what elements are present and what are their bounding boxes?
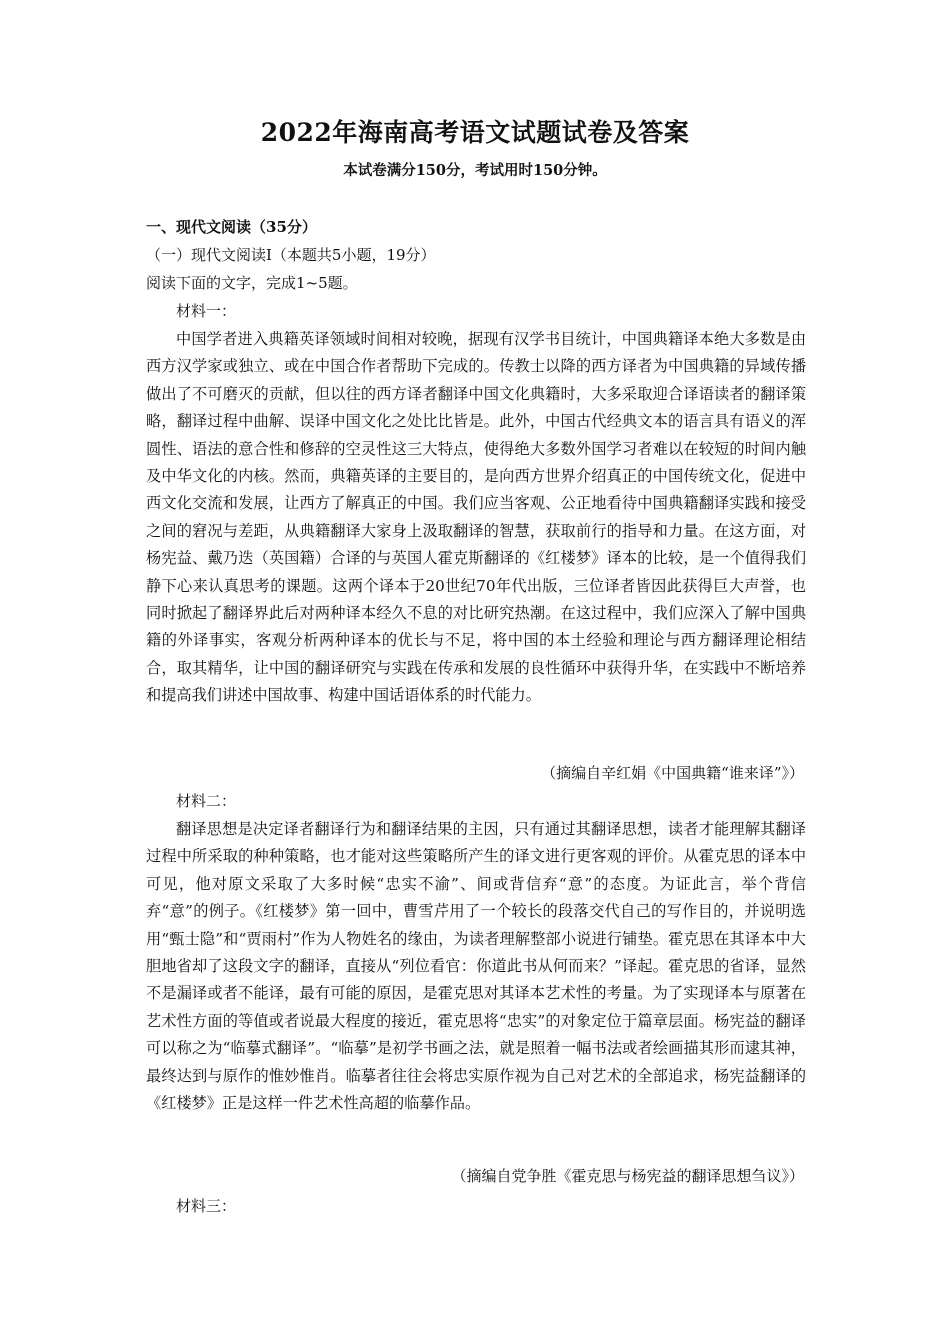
page-title: 2022年海南高考语文试题试卷及答案 [260,118,690,147]
material2-paragraph: 翻译思想是决定译者翻译行为和翻译结果的主因，只有通过其翻译思想，读者才能理解其翻译过程中所采取的种种策略，也才能对这些策略所产生的译文进行更客观的评价。从霍克思的译本中可见，他对原文采取了大多时候“忠实不渝”、间或背信弃“意”的态度。为证此言，举个背信弃“意”的例子。《红楼梦》第一回中，曹雪芹用了一个较长的段落交代自己的写作目的，并说明选用“甄士隐”和“贾雨村”作为人物姓名的缘由，为读者理解整部小说进行铺垫。霍克思在其译本中大胆地省却了这段文字的翻译，直接从“列位看官：你道此书从何而来？”译起。霍克思的省译，显然不是漏译或者不能译，最有可能的原因，是霍克思对其译本艺术性的考量。为了实现译本与原著在艺术性方面的等值或者说最大程度的接近，霍克思将“忠实”的对象定位于篇章层面。杨宪益的翻译可以称之为“临摹式翻译”。“临摹”是初学书画之法，就是照着一幅书法或者绘画描其形而逮其神，最终达到与原作的惟妙惟肖。临摹者往往会将忠实原作视为自己对艺术的全部追求，杨宪益翻译的《红楼梦》正是这样一件艺术性高超的临摹作品。 [146,820,806,1113]
exam-info: 本试卷满分150分，考试用时150分钟。 [343,162,607,179]
material1-paragraph: 中国学者进入典籍英译领域时间相对较晚，据现有汉学书目统计，中国典籍译本绝大多数是由西方汉学家或独立、或在中国合作者帮助下完成的。传教士以降的西方译者为中国典籍的异域传播做出了不可磨灭的贡献，但以往的西方译者翻译中国文化典籍时，大多采取迎合译语读者的翻译策略，翻译过程中曲解、误译中国文化之处比比皆是。此外，中国古代经典文本的语言具有语义的浑圆性、语法的意合性和修辞的空灵性这三大特点，使得绝大多数外国学习者难以在较短的时间内触及中华文化的内核。然而，典籍英译的主要目的，是向西方世界介绍真正的中国传统文化，促进中西文化交流和发展，让西方了解真正的中国。我们应当客观、公正地看待中国典籍翻译实践和接受之间的窘况与差距，从典籍翻译大家身上汲取翻译的智慧，获取前行的指导和力量。在这方面，对杨宪益、戴乃迭（英国籍）合译的与英国人霍克斯翻译的《红楼梦》译本的比较，是一个值得我们静下心来认真思考的课题。这两个译本于20世纪70年代出版，三位译者皆因此获得巨大声誉，也同时掀起了翻译界此后对两种译本经久不息的对比研究热潮。在这过程中，我们应深入了解中国典籍的外译事实，客观分析两种译本的优长与不足，将中国的本土经验和理论与西方翻译理论相结合，取其精华，让中国的翻译研究与实践在传承和发展的良性循环中获得升华，在实践中不断培养和提高我们讲述中国故事、构建中国话语体系的时代能力。 [146,330,806,705]
section-heading: 一、现代文阅读（35分） [146,218,317,236]
subsection-heading: （一）现代文阅读Ⅰ（本题共5小题，19分） [146,246,436,264]
material2-citation: （摘编自党争胜《霍克思与杨宪益的翻译思想刍议》） [451,1167,804,1185]
material3-label: 材料三： [176,1197,237,1215]
material1-label: 材料一： [176,302,237,320]
material1-citation: （摘编自辛红娟《中国典籍“谁来译”》） [541,764,804,782]
material2-label: 材料二： [176,792,237,810]
instruction-text: 阅读下面的文字，完成1~5题。 [146,274,358,292]
